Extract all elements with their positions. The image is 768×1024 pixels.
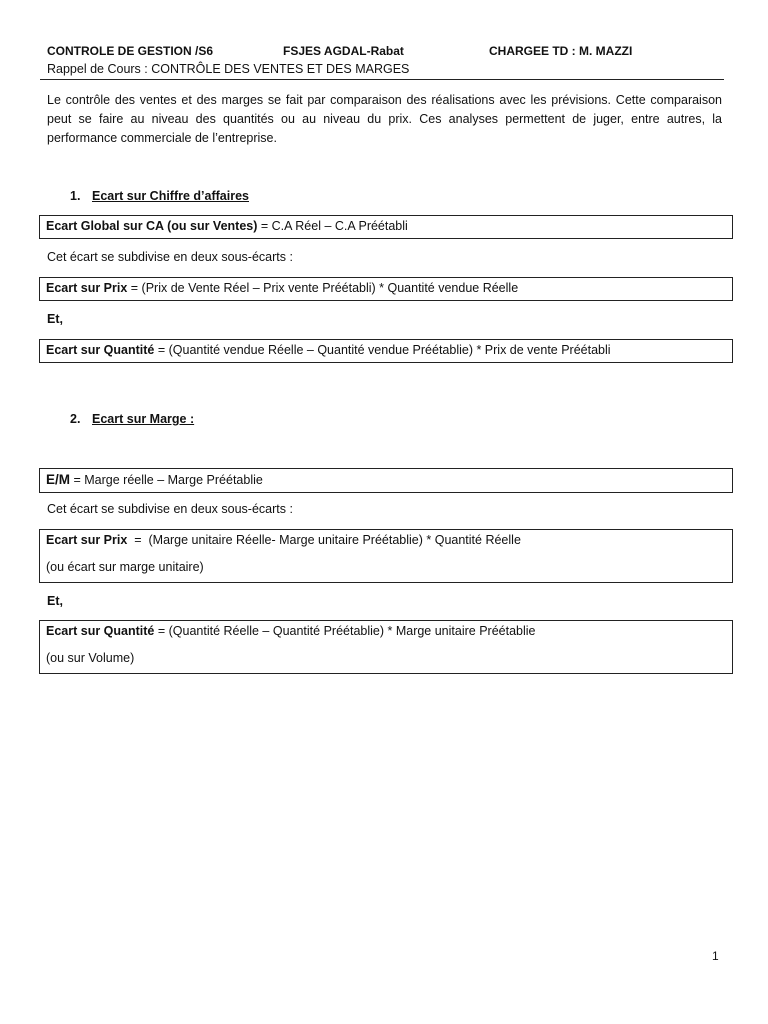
volume-variance-formula-box xyxy=(39,620,733,674)
section-1-title xyxy=(70,187,249,205)
volume-variance-label: Ecart sur Quantité xyxy=(46,624,155,638)
section-2-heading: Ecart sur Marge : xyxy=(92,412,195,426)
document-header xyxy=(47,43,727,61)
volume-variance-formula: = (Quantité Réelle – Quantité Préétablie) * Marge unitaire Préétablie xyxy=(154,624,536,638)
quantity-variance-formula: = (Quantité vendue Réelle – Quantité vendue Préétablie) * Prix de vente Préétabli xyxy=(154,343,611,357)
quantity-variance-formula-box xyxy=(39,339,733,363)
page-number: 1 xyxy=(712,949,719,963)
teacher-name: CHARGEE TD : M. MAZZI xyxy=(489,44,633,58)
price-variance-formula: = (Prix de Vente Réel – Prix vente Préétabli) * Quantité vendue Réelle xyxy=(127,281,519,295)
quantity-variance-label: Ecart sur Quantité xyxy=(46,343,155,357)
global-ca-formula: = C.A Réel – C.A Préétabli xyxy=(257,219,408,233)
margin-variance-formula-box xyxy=(39,468,733,493)
section-2-and: Et, xyxy=(47,594,63,608)
global-ca-formula-box xyxy=(39,215,733,239)
section-2-number: 2. xyxy=(70,412,81,426)
margin-variance-formula: = Marge réelle – Marge Préétablie xyxy=(70,473,263,487)
global-ca-label: Ecart Global sur CA (ou sur Ventes) xyxy=(46,219,258,233)
section-2-title xyxy=(70,410,194,428)
section-1-number: 1. xyxy=(70,189,81,203)
section-1-heading: Ecart sur Chiffre d’affaires xyxy=(92,189,249,203)
course-name: CONTROLE DE GESTION /S6 xyxy=(47,44,214,58)
unit-margin-variance-formula: = (Marge unitaire Réelle- Marge unitaire Préétablie) * Quantité Réelle xyxy=(127,533,521,547)
unit-margin-variance-label: Ecart sur Prix xyxy=(46,533,128,547)
section-2-split-text: Cet écart se subdivise en deux sous-écarts : xyxy=(47,502,293,516)
intro-paragraph: Le contrôle des ventes et des marges se fait par comparaison des réalisations avec les prévisions. Cette comparaison peut se faire au niveau des quantités ou au niveau du prix. Ces analyses permettent de juger, entre autres, la performance commerciale de l’entreprise. xyxy=(47,93,722,145)
price-variance-formula-box xyxy=(39,277,733,301)
section-1-and: Et, xyxy=(47,312,63,326)
document-subtitle: Rappel de Cours : CONTRÔLE DES VENTES ET DES MARGES xyxy=(47,62,410,76)
section-1-split-text: Cet écart se subdivise en deux sous-écarts : xyxy=(47,250,293,264)
school-name: FSJES AGDAL-Rabat xyxy=(283,44,404,58)
margin-variance-label: E/M xyxy=(46,472,71,487)
unit-margin-variance-formula-box xyxy=(39,529,733,583)
price-variance-label: Ecart sur Prix xyxy=(46,281,128,295)
volume-variance-note: (ou sur Volume) xyxy=(46,651,135,665)
header-divider xyxy=(40,79,724,80)
unit-margin-variance-note: (ou écart sur marge unitaire) xyxy=(46,560,204,574)
